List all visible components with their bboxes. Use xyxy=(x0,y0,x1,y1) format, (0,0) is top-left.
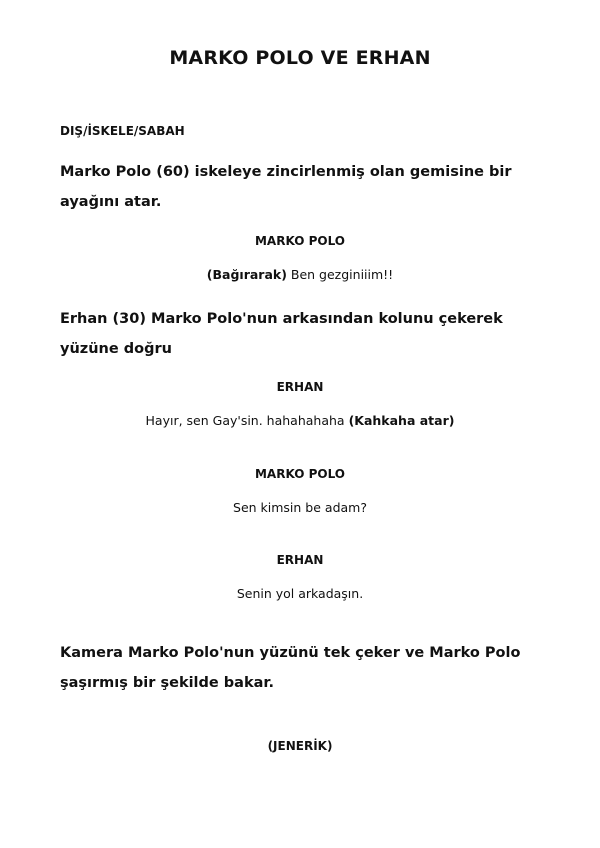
scene-heading: DIŞ/İSKELE/SABAH xyxy=(60,124,185,138)
dialogue-line-4: Senin yol arkadaşın. xyxy=(236,586,364,601)
dialogue-line-2 xyxy=(0,413,600,428)
dialogue-line-3: Sen kimsin be adam? xyxy=(233,500,367,515)
character-name-marko-polo: MARKO POLO xyxy=(254,467,346,481)
action-line-3: Kamera Marko Polo'nun yüzünü tek çeker ve Marko Polo şaşırmış bir şekilde bakar. xyxy=(60,645,521,691)
character-name-marko-polo: MARKO POLO xyxy=(254,234,346,248)
parenthetical: (Bağırarak) xyxy=(206,267,287,282)
action-line-1: Marko Polo (60) iskeleye zincirlenmiş olan gemisine bir ayağını atar. xyxy=(60,164,512,210)
page-title: MARKO POLO VE ERHAN xyxy=(169,47,431,69)
dialogue-text: Ben gezginiiim!! xyxy=(286,267,394,282)
action-line-2: Erhan (30) Marko Polo'nun arkasından kolunu çekerek yüzüne doğru xyxy=(60,311,503,357)
character-name-erhan: ERHAN xyxy=(276,553,324,567)
closing-note: (JENERİK) xyxy=(267,739,333,753)
character-name-erhan: ERHAN xyxy=(276,380,324,394)
dialogue-line-1 xyxy=(0,267,600,282)
dialogue-text: Hayır, sen Gay'sin. hahahahaha xyxy=(145,413,349,428)
parenthetical: (Kahkaha atar) xyxy=(348,413,455,428)
